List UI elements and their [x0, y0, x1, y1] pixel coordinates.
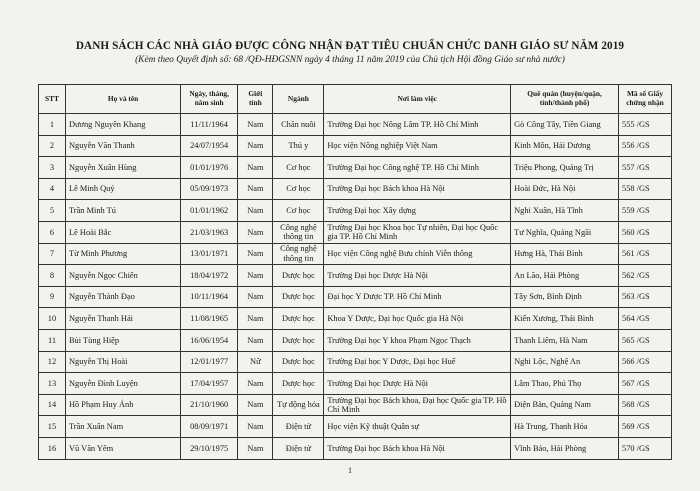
cell-stt: 8 — [39, 265, 66, 287]
table-header-row — [39, 85, 672, 114]
cell-cert: 569 /GS — [619, 416, 672, 438]
page-number: 1 — [348, 466, 352, 475]
cell-gender: Nữ — [238, 351, 273, 373]
cell-name: Nguyễn Thành Đạo — [65, 286, 180, 308]
document-subtitle: (Kèm theo Quyết định số: 68 /QĐ-HĐGSNN ngày 4 tháng 11 năm 2019 của Chủ tịch Hội đồng Giáo sư nhà nước) — [135, 55, 565, 65]
cell-workplace: Trường Đại học Bách khoa, Đại học Quốc gia TP. Hồ Chí Minh — [324, 394, 511, 416]
cell-field: Tự động hóa — [273, 394, 324, 416]
cell-stt: 2 — [39, 135, 66, 157]
cell-workplace: Trường Đại học Dược Hà Nội — [324, 265, 511, 287]
cell-cert: 563 /GS — [619, 286, 672, 308]
cell-dob: 17/04/1957 — [181, 373, 238, 395]
cell-hometown: Thanh Liêm, Hà Nam — [511, 329, 619, 351]
cell-gender: Nam — [238, 157, 273, 179]
cell-dob: 12/01/1977 — [181, 351, 238, 373]
cell-gender: Nam — [238, 114, 273, 136]
table-row — [39, 437, 672, 459]
cell-gender: Nam — [238, 373, 273, 395]
cell-gender: Nam — [238, 329, 273, 351]
table-row — [39, 265, 672, 287]
cell-dob: 21/03/1963 — [181, 221, 238, 243]
cell-gender: Nam — [238, 265, 273, 287]
table-row — [39, 394, 672, 416]
table-row — [39, 416, 672, 438]
cell-name: Lê Minh Quý — [65, 178, 180, 200]
cell-stt: 3 — [39, 157, 66, 179]
cell-name: Hồ Phạm Huy Ánh — [65, 394, 180, 416]
cell-cert: 568 /GS — [619, 394, 672, 416]
cell-name: Nguyễn Đình Luyện — [65, 373, 180, 395]
cell-field: Dược học — [273, 373, 324, 395]
cell-field: Công nghệ thông tin — [273, 221, 324, 243]
cell-hometown: Nghi Lộc, Nghệ An — [511, 351, 619, 373]
cell-workplace: Trường Đại học Bách khoa Hà Nội — [324, 178, 511, 200]
cell-workplace: Trường Đại học Xây dựng — [324, 200, 511, 222]
cell-hometown: Vĩnh Bảo, Hải Phòng — [511, 437, 619, 459]
cell-field: Dược học — [273, 286, 324, 308]
cell-gender: Nam — [238, 437, 273, 459]
cell-dob: 24/07/1954 — [181, 135, 238, 157]
cell-stt: 14 — [39, 394, 66, 416]
cell-stt: 10 — [39, 308, 66, 330]
cell-cert: 560 /GS — [619, 221, 672, 243]
header-stt: STT — [39, 85, 66, 114]
cell-hometown: Hà Trung, Thanh Hóa — [511, 416, 619, 438]
cell-dob: 05/09/1973 — [181, 178, 238, 200]
cell-hometown: Tư Nghĩa, Quảng Ngãi — [511, 221, 619, 243]
cell-workplace: Trường Đại học Công nghệ TP. Hồ Chí Minh — [324, 157, 511, 179]
cell-cert: 557 /GS — [619, 157, 672, 179]
cell-dob: 01/01/1962 — [181, 200, 238, 222]
cell-hometown: Lâm Thao, Phú Thọ — [511, 373, 619, 395]
cell-workplace: Trường Đại học Khoa học Tự nhiên, Đại học Quốc gia TP. Hồ Chí Minh — [324, 221, 511, 243]
cell-stt: 1 — [39, 114, 66, 136]
table-row — [39, 114, 672, 136]
cell-field: Điện tử — [273, 437, 324, 459]
cell-workplace: Trường Đại học Y Dược, Đại học Huế — [324, 351, 511, 373]
cell-stt: 6 — [39, 221, 66, 243]
cell-hometown: Kiến Xương, Thái Bình — [511, 308, 619, 330]
table-row — [39, 373, 672, 395]
header-hometown: Quê quán (huyện/quận, tỉnh/thành phố) — [511, 85, 619, 114]
cell-stt: 16 — [39, 437, 66, 459]
red-stamp-fragment — [300, 0, 391, 17]
header-cert: Mã số Giấy chứng nhận — [619, 85, 672, 114]
cell-name: Nguyễn Xuân Hùng — [65, 157, 180, 179]
cell-workplace: Trường Đại học Dược Hà Nội — [324, 373, 511, 395]
cell-field: Dược học — [273, 329, 324, 351]
cell-hometown: Nghi Xuân, Hà Tĩnh — [511, 200, 619, 222]
cell-name: Trần Minh Tú — [65, 200, 180, 222]
cell-cert: 561 /GS — [619, 243, 672, 265]
cell-name: Lê Hoài Bắc — [65, 221, 180, 243]
cell-hometown: Hưng Hà, Thái Bình — [511, 243, 619, 265]
cell-name: Vũ Văn Yêm — [65, 437, 180, 459]
cell-field: Cơ học — [273, 157, 324, 179]
cell-hometown: Triệu Phong, Quảng Trị — [511, 157, 619, 179]
header-field: Ngành — [273, 85, 324, 114]
table-row — [39, 200, 672, 222]
cell-gender: Nam — [238, 200, 273, 222]
cell-hometown: Kinh Môn, Hải Dương — [511, 135, 619, 157]
cell-field: Dược học — [273, 308, 324, 330]
table-row — [39, 308, 672, 330]
table-row — [39, 157, 672, 179]
cell-cert: 556 /GS — [619, 135, 672, 157]
cell-stt: 5 — [39, 200, 66, 222]
cell-name: Nguyễn Văn Thanh — [65, 135, 180, 157]
header-name: Họ và tên — [65, 85, 180, 114]
header-dob: Ngày, tháng, năm sinh — [181, 85, 238, 114]
cell-field: Dược học — [273, 351, 324, 373]
header-workplace: Nơi làm việc — [324, 85, 511, 114]
cell-workplace: Trường Đại học Nông Lâm TP. Hồ Chí Minh — [324, 114, 511, 136]
cell-field: Cơ học — [273, 178, 324, 200]
cell-hometown: Gò Công Tây, Tiền Giang — [511, 114, 619, 136]
cell-workplace: Trường Đại học Bách khoa Hà Nội — [324, 437, 511, 459]
cell-gender: Nam — [238, 243, 273, 265]
cell-hometown: Hoài Đức, Hà Nội — [511, 178, 619, 200]
cell-hometown: Điện Bàn, Quảng Nam — [511, 394, 619, 416]
cell-name: Nguyễn Thị Hoài — [65, 351, 180, 373]
cell-hometown: Tây Sơn, Bình Định — [511, 286, 619, 308]
cell-cert: 570 /GS — [619, 437, 672, 459]
cell-gender: Nam — [238, 394, 273, 416]
cell-name: Dương Nguyên Khang — [65, 114, 180, 136]
table-row — [39, 329, 672, 351]
cell-dob: 10/11/1964 — [181, 286, 238, 308]
cell-dob: 11/11/1964 — [181, 114, 238, 136]
cell-workplace: Học viện Kỹ thuật Quân sự — [324, 416, 511, 438]
cell-dob: 08/09/1971 — [181, 416, 238, 438]
cell-dob: 01/01/1976 — [181, 157, 238, 179]
cell-stt: 11 — [39, 329, 66, 351]
professors-table — [38, 84, 672, 460]
cell-cert: 566 /GS — [619, 351, 672, 373]
cell-dob: 21/10/1960 — [181, 394, 238, 416]
cell-name: Từ Minh Phương — [65, 243, 180, 265]
cell-cert: 555 /GS — [619, 114, 672, 136]
cell-workplace: Khoa Y Dược, Đại học Quốc gia Hà Nội — [324, 308, 511, 330]
cell-stt: 13 — [39, 373, 66, 395]
cell-dob: 13/01/1971 — [181, 243, 238, 265]
cell-workplace: Học viện Nông nghiệp Việt Nam — [324, 135, 511, 157]
table-row — [39, 135, 672, 157]
cell-name: Bùi Tùng Hiệp — [65, 329, 180, 351]
cell-dob: 18/04/1972 — [181, 265, 238, 287]
table-row — [39, 178, 672, 200]
cell-field: Điện tử — [273, 416, 324, 438]
cell-gender: Nam — [238, 286, 273, 308]
cell-name: Nguyễn Ngọc Chiến — [65, 265, 180, 287]
cell-field: Cơ học — [273, 200, 324, 222]
cell-field: Dược học — [273, 265, 324, 287]
cell-dob: 29/10/1975 — [181, 437, 238, 459]
cell-cert: 558 /GS — [619, 178, 672, 200]
cell-gender: Nam — [238, 416, 273, 438]
cell-dob: 16/06/1954 — [181, 329, 238, 351]
cell-name: Trần Xuân Nam — [65, 416, 180, 438]
cell-stt: 4 — [39, 178, 66, 200]
cell-cert: 565 /GS — [619, 329, 672, 351]
cell-name: Nguyễn Thanh Hải — [65, 308, 180, 330]
table-row — [39, 351, 672, 373]
table-row — [39, 243, 672, 265]
cell-workplace: Học viện Công nghệ Bưu chính Viễn thông — [324, 243, 511, 265]
cell-stt: 15 — [39, 416, 66, 438]
cell-hometown: An Lão, Hải Phòng — [511, 265, 619, 287]
cell-gender: Nam — [238, 221, 273, 243]
cell-field: Chăn nuôi — [273, 114, 324, 136]
table-row — [39, 286, 672, 308]
cell-gender: Nam — [238, 178, 273, 200]
cell-stt: 12 — [39, 351, 66, 373]
table-row — [39, 221, 672, 243]
cell-field: Thú y — [273, 135, 324, 157]
cell-field: Công nghệ thông tin — [273, 243, 324, 265]
cell-stt: 9 — [39, 286, 66, 308]
cell-gender: Nam — [238, 135, 273, 157]
cell-workplace: Đại học Y Dược TP. Hồ Chí Minh — [324, 286, 511, 308]
cell-stt: 7 — [39, 243, 66, 265]
cell-cert: 564 /GS — [619, 308, 672, 330]
cell-workplace: Trường Đại học Y khoa Phạm Ngọc Thạch — [324, 329, 511, 351]
cell-gender: Nam — [238, 308, 273, 330]
document-title: DANH SÁCH CÁC NHÀ GIÁO ĐƯỢC CÔNG NHẬN ĐẠT TIÊU CHUẨN CHỨC DANH GIÁO SƯ NĂM 2019 — [75, 40, 625, 52]
header-gender: Giới tính — [238, 85, 273, 114]
cell-cert: 559 /GS — [619, 200, 672, 222]
cell-cert: 562 /GS — [619, 265, 672, 287]
cell-dob: 11/08/1965 — [181, 308, 238, 330]
cell-cert: 567 /GS — [619, 373, 672, 395]
